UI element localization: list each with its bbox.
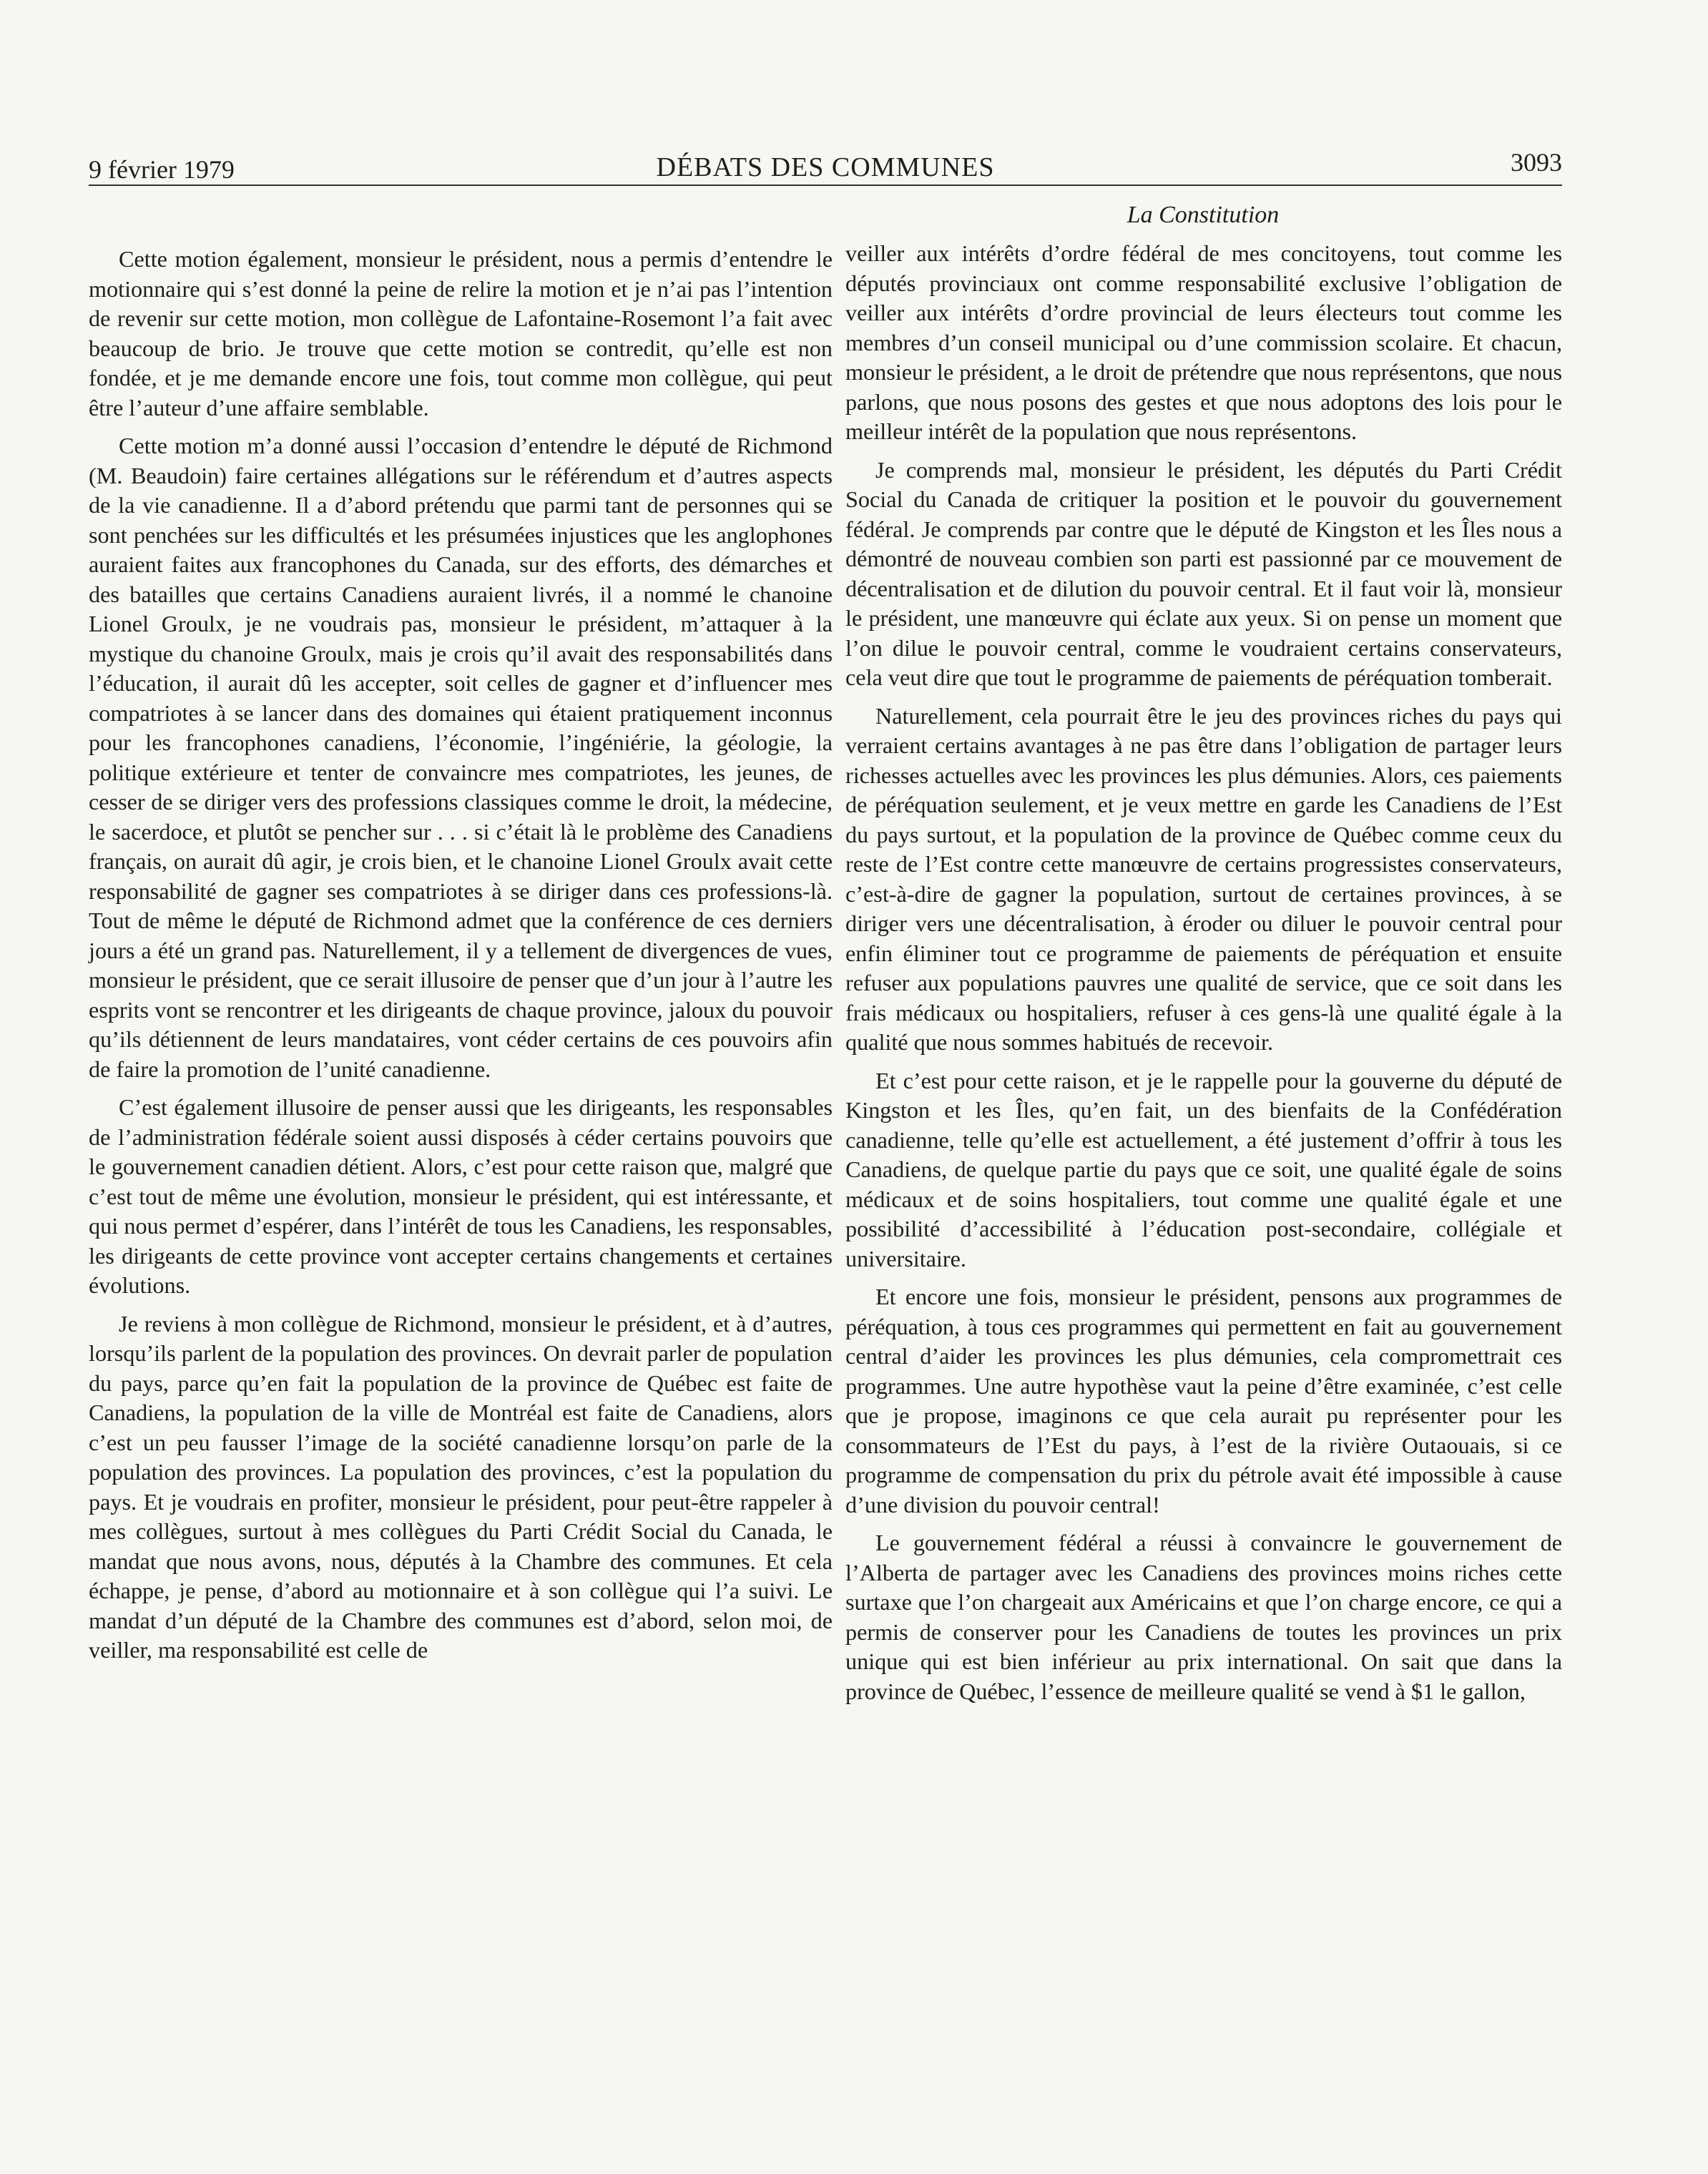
section-heading: La Constitution bbox=[1127, 202, 1280, 228]
paragraph: Je reviens à mon collègue de Richmond, monsieur le président, et à d’autres, lorsqu’ils parlent de la population des provinces. On devrait parler de population du pays, parce qu’en fait la population de la province de Québec est faite de Canadiens, la population de la ville de Montréal est faite de Canadiens, alors c’est un peu fausser l’image de la société canadienne lorsqu’on parle de la population des provinces. La population des provinces, c’est la population du pays. Et je voudrais en profiter, monsieur le président, pour peut-être rappeler à mes collègues, surtout à mes collègues du Parti Crédit Social du Canada, le mandat que nous avons, nous, députés à la Chambre des communes. Et cela échappe, je pense, d’abord au motionnaire et à son collègue qui l’a suivi. Le mandat d’un député de la Chambre des communes est d’abord, selon moi, de veiller, ma responsabilité est celle de bbox=[89, 1310, 833, 1663]
page-number: 3093 bbox=[1511, 148, 1562, 177]
left-column bbox=[89, 245, 833, 1674]
page-header bbox=[89, 147, 1562, 183]
paragraph: Cette motion m’a donné aussi l’occasion d’entendre le député de Richmond (M. Beaudoin) faire certaines allégations sur le référendum et d’autres aspects de la vie canadienne. Il a d’abord prétendu que parmi tant de personnes qui se sont penchées sur les difficultés et les présumées injustices que les anglophones auraient faites aux francophones du Canada, sur des efforts, des démarches et des batailles que certains Canadiens auraient livrés, il a nommé le chanoine Lionel Groulx, je ne voudrais pas, monsieur le président, m’attaquer à la mystique du chanoine Groulx, mais je crois qu’il avait des responsabilités dans l’éducation, il aurait dû les accepter, soit celles de gagner et d’influencer mes compatriotes à se lancer dans des domaines qui étaient pratiquement inconnus pour les francophones canadiens, l’économie, l’ingéniérie, la géologie, la politique extérieure et tenter de convaincre mes compatriotes, les jeunes, de cesser de se diriger vers des professions classiques comme le droit, la médecine, le sacerdoce, et plutôt se pencher sur . . . si c’était là le problème des Canadiens français, on aurait dû agir, je crois bien, et le chanoine Lionel Groulx avait cette responsabilité de gagner ses compatriotes à se diriger dans ces professions-là. Tout de même le député de Richmond admet que la conférence de ces derniers jours a été un grand pas. Naturellement, il y a tellement de divergences de vues, monsieur le président, que ce serait illusoire de penser que d’un jour à l’autre les esprits vont se rencontrer et les dirigeants de chaque province, jaloux du pouvoir qu’ils détiennent de leurs mandataires, vont céder certains de ces pouvoirs afin de faire la promotion de l’unité canadienne. bbox=[89, 433, 833, 1082]
paragraph: Cette motion également, monsieur le président, nous a permis d’entendre le motionnaire qui s’est donné la peine de relire la motion et je n’ai pas l’intention de revenir sur cette motion, mon collègue de Lafontaine-Rosemont l’a fait avec beaucoup de brio. Je trouve que cette motion se contredit, qu’elle est non fondée, et je me demande encore une fois, tout comme mon collègue, qui peut être l’auteur d’une affaire semblable. bbox=[89, 246, 833, 420]
paragraph: C’est également illusoire de penser aussi que les dirigeants, les responsables de l’administration fédérale soient aussi disposés à céder certains pouvoirs que le gouvernement canadien détient. Alors, c’est pour cette raison que, malgré que c’est tout de même une évolution, monsieur le président, qui est intéressante, et qui nous permet d’espérer, dans l’intérêt de tous les Canadiens, les responsables, les dirigeants de cette province vont accepter certains changements et certaines évolutions. bbox=[89, 1094, 833, 1298]
header-date: 9 février 1979 bbox=[89, 155, 235, 184]
right-column bbox=[845, 239, 1562, 1715]
header-title: DÉBATS DES COMMUNES bbox=[656, 152, 995, 182]
paragraph: Naturellement, cela pourrait être le jeu des provinces riches du pays qui verraient certains avantages à ne pas être dans l’obligation de partager leurs richesses actuelles avec les provinces les plus démunies. Alors, ces paiements de péréquation seulement, et je veux mettre en garde les Canadiens de l’Est du pays surtout, et la population de la province de Québec comme ceux du reste de l’Est contre cette manœuvre de certains progressistes conservateurs, c’est-à-dire de gagner la population, surtout de certaines provinces, à se diriger vers une décentralisation, à éroder ou diluer le pouvoir central pour enfin éliminer tout ce programme de paiements de péréquation et ensuite refuser aux populations pauvres une qualité de service, que ce soit dans les frais médicaux ou hospitaliers, refuser à ces gens-là une qualité égale à la qualité que nous sommes habitués de recevoir. bbox=[845, 702, 1562, 1055]
paragraph-continued: veiller aux intérêts d’ordre fédéral de mes concitoyens, tout comme les députés provinciaux ont comme responsabilité exclusive l’obligation de veiller aux intérêts d’ordre provincial de leurs électeurs tout comme les membres d’un conseil municipal ou d’une commission scolaire. Et chacun, monsieur le président, a le droit de prétendre que nous représentons, que nous parlons, que nous posons des gestes et que nous adoptons des lois pour le meilleur intérêt de la population que nous représentons. bbox=[845, 240, 1562, 444]
paragraph: Le gouvernement fédéral a réussi à convaincre le gouvernement de l’Alberta de partager avec les Canadiens des provinces moins riches cette surtaxe que l’on chargeait aux Américains et que l’on charge encore, ce qui a permis de conserver pour les Canadiens de toutes les provinces un prix unique qui est bien inférieur au prix international. On sait que dans la province de Québec, l’essence de meilleure qualité se vend à $1 le gallon, bbox=[845, 1530, 1562, 1704]
paragraph: Je comprends mal, monsieur le président, les députés du Parti Crédit Social du Canada de critiquer la position et le pouvoir du gouvernement fédéral. Je comprends par contre que le député de Kingston et les Îles nous a démontré de nouveau combien son parti est passionné par ce mouvement de décentralisation et de dilution du pouvoir central. Et il faut voir là, monsieur le président, une manœuvre qui éclate aux yeux. Si on pense un moment que l’on dilue le pouvoir central, comme le voudraient certains conservateurs, cela veut dire que tout le programme de paiements de péréquation tomberait. bbox=[845, 456, 1562, 690]
paragraph: Et encore une fois, monsieur le président, pensons aux programmes de péréquation, à tous ces programmes qui permettent en fait au gouvernement central d’aider les provinces les plus démunies, cela compromettrait ces programmes. Une autre hypothèse vaut la peine d’être examinée, c’est celle que je propose, imaginons ce que cela aurait pu représenter pour les consommateurs de l’Est du pays, à l’est de la rivière Outaouais, si ce programme de compensation du prix du pétrole avait été impossible à cause d’une division du pouvoir central! bbox=[845, 1284, 1562, 1518]
paragraph: Et c’est pour cette raison, et je le rappelle pour la gouverne du député de Kingston et les Îles, qu’en fait, un des bienfaits de la Confédération canadienne, telle qu’elle est actuellement, a été justement d’offrir à tous les Canadiens, de quelque partie du pays que ce soit, une qualité égale de soins médicaux et de soins hospitaliers, tout comme une qualité égale et une possibilité d’accessibilité à l’éducation post-secondaire, collégiale et universitaire. bbox=[845, 1067, 1562, 1272]
header-rule bbox=[89, 185, 1562, 186]
